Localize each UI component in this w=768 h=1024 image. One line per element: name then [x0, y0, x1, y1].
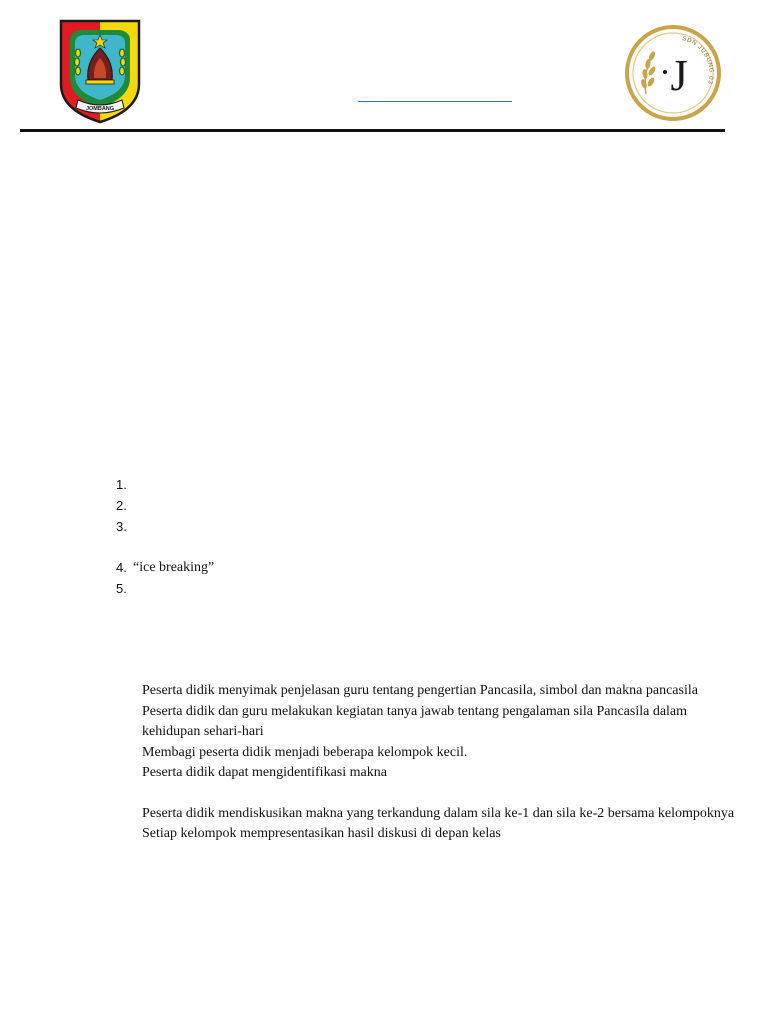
svg-text:SDN JUBUNG 03: SDN JUBUNG 03 — [681, 36, 714, 86]
list-number: 4. — [116, 560, 127, 575]
activity-paragraph: Setiap kelompok mempresentasikan hasil diskusi di depan kelas — [142, 826, 501, 841]
list-item — [116, 474, 214, 495]
list-item — [116, 516, 214, 537]
list-item-text: “ice breaking” — [133, 560, 215, 575]
svg-text:JOMBANG: JOMBANG — [85, 106, 115, 112]
list-item — [116, 495, 214, 516]
regency-coat-of-arms-logo — [58, 18, 142, 124]
list-item — [116, 557, 214, 578]
list-number: 1. — [116, 477, 127, 492]
activity-paragraph: Peserta didik dan guru melakukan kegiatan tanya jawab tentang pengalaman sila Pancasila dalam kehidupan sehari-hari — [142, 703, 688, 739]
school-monogram-icon — [624, 24, 722, 122]
regency-coat-of-arms-icon — [58, 18, 142, 124]
list-number: 5. — [116, 581, 127, 596]
school-monogram-logo — [624, 24, 722, 122]
list-number: 2. — [116, 498, 127, 513]
header-hyperlink[interactable] — [358, 101, 512, 102]
list-item — [116, 578, 214, 599]
activity-paragraph: Peserta didik mendiskusikan makna yang terkandung dalam sila ke-1 dan sila ke-2 bersama kelompoknya — [142, 805, 735, 821]
list-number: 3. — [116, 519, 127, 534]
activity-paragraph: Membagi peserta didik menjadi beberapa kelompok kecil. — [142, 744, 468, 760]
numbered-list — [116, 474, 214, 599]
activity-paragraph: Peserta didik dapat mengidentifikasi makna — [142, 765, 387, 780]
svg-text:J: J — [670, 51, 688, 100]
activity-paragraph: Peserta didik menyimak penjelasan guru tentang pengertian Pancasila, simbol dan makna pancasila — [142, 683, 698, 698]
activity-steps — [142, 681, 742, 845]
header-divider — [20, 129, 725, 132]
